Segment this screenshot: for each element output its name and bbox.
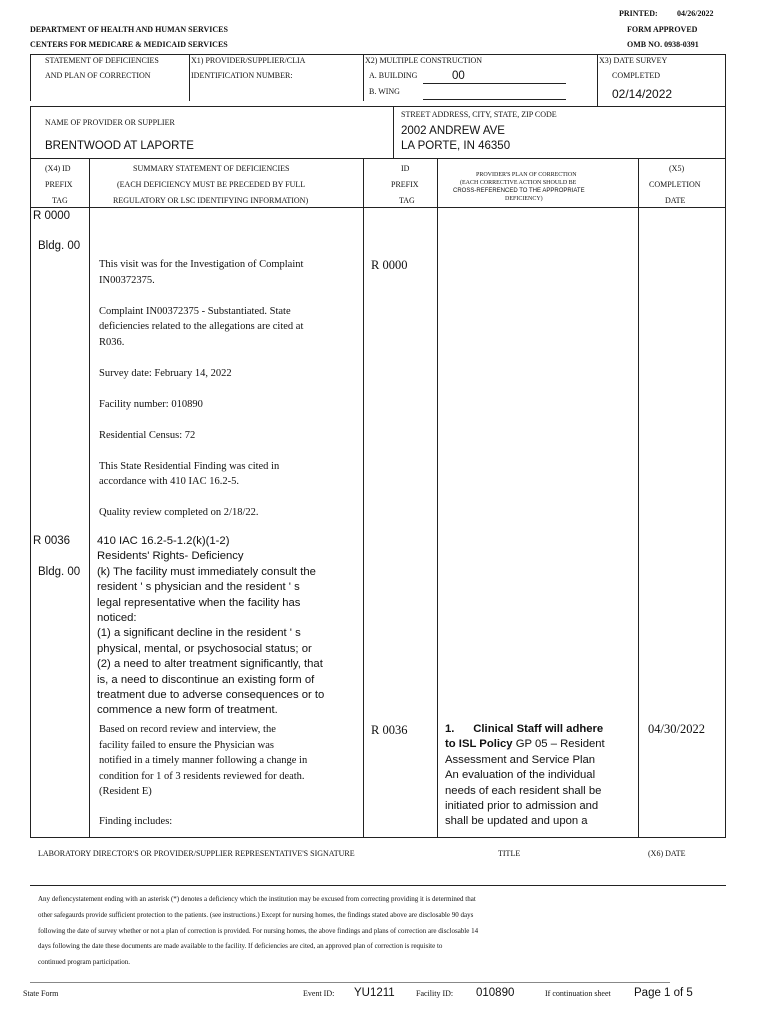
state-form-label: State Form <box>23 989 59 998</box>
plan-heading: 1. Clinical Staff will adhere <box>445 723 604 735</box>
plan-policy-prefix: to ISL Policy <box>445 738 513 751</box>
regulation-line: (2) a need to alter treatment significantly, that <box>97 658 323 671</box>
plan-line <box>445 737 635 752</box>
regulation-line: Residents' Rights- Deficiency <box>97 550 244 563</box>
city-state-zip: LA PORTE, IN 46350 <box>401 140 511 152</box>
regulation-line: treatment due to adverse consequences or to <box>97 689 325 702</box>
plan-of-correction-label: AND PLAN OF CORRECTION <box>45 71 151 80</box>
summary-header-3: REGULATORY OR LSC IDENTIFYING INFORMATION) <box>113 196 309 205</box>
director-signature-label: LABORATORY DIRECTOR'S OR PROVIDER/SUPPLIER REPRESENTATIVE'S SIGNATURE <box>38 849 355 858</box>
date-header: DATE <box>665 196 686 205</box>
summary-paragraph: Survey date: February 14, 2022 <box>99 367 232 379</box>
disclaimer-line: Any defiencystatement ending with an asterisk (*) denotes a deficiency which the institution may be excused from correcting providing it is determined that <box>38 895 476 903</box>
department-title: DEPARTMENT OF HEALTH AND HUMAN SERVICES <box>30 25 228 34</box>
printed-label: PRINTED: <box>619 9 658 18</box>
id-prefix-header: PREFIX <box>391 180 419 189</box>
survey-completed-date: 02/14/2022 <box>612 87 673 101</box>
provider-id-label: X1) PROVIDER/SUPPLIER/CLIA <box>191 56 306 65</box>
regulation-line: is, a need to discontinue an existing form of <box>97 673 315 686</box>
plan-line: initiated prior to admission and <box>445 800 599 813</box>
summary-paragraph: Facility number: 010890 <box>99 398 203 410</box>
title-label: TITLE <box>498 849 521 858</box>
plan-line: Assessment and Service Plan <box>445 753 596 766</box>
r0036-prefix-tag: R 0036 <box>33 535 71 547</box>
plan-header-2: (EACH CORRECTIVE ACTION SHOULD BE <box>460 180 577 186</box>
facility-id-label: Facility ID: <box>416 989 454 998</box>
plan-of-correction-text <box>445 722 635 830</box>
finding-line: condition for 1 of 3 residents reviewed for death. <box>99 770 305 782</box>
disclaimer-line: other safegaurds provide sufficient protection to the patients. (see instructions.) Except for nursing homes, the findings stated above are disclosable 90 days <box>38 911 474 919</box>
building-value: 00 <box>452 70 465 82</box>
r0036-regulation-text <box>97 534 359 719</box>
finding-includes: Finding includes: <box>99 816 173 827</box>
plan-header-3: CROSS-REFERENCED TO THE APPROPRIATE <box>453 188 585 194</box>
provider-name: BRENTWOOD AT LAPORTE <box>45 140 194 152</box>
r0000-id-tag: R 0000 <box>371 258 408 272</box>
building-label: A. BUILDING <box>369 71 418 80</box>
plan-policy-rest: GP 05 – Resident <box>512 738 605 751</box>
disclaimer-line: days following the date these documents are made available to the facility. If deficiencies are cited, an approved plan of correction is requisite to <box>38 942 443 950</box>
completion-date: 04/30/2022 <box>648 722 705 736</box>
street-address: 2002 ANDREW AVE <box>401 125 505 137</box>
regulation-line: physical, mental, or psychosocial status; or <box>97 642 312 655</box>
id-tag-header: TAG <box>399 196 415 205</box>
regulation-line: commence a new form of treatment. <box>97 704 278 717</box>
regulation-line: (k) The facility must immediately consult the <box>97 565 316 578</box>
continuation-label: If continuation sheet <box>545 989 611 998</box>
completed-label: COMPLETED <box>612 71 660 80</box>
plan-line: shall be updated and upon a <box>445 815 588 828</box>
summary-header-2: (EACH DEFICIENCY MUST BE PRECEDED BY FULL <box>117 180 306 189</box>
summary-paragraph: Complaint IN00372375 - Substantiated. State deficiencies related to the allegations are cited at R036. <box>99 305 304 348</box>
summary-paragraph: This State Residential Finding was cited in accordance with 410 IAC 16.2-5. <box>99 460 280 487</box>
regulation-line: 410 IAC 16.2-5-1.2(k)(1-2) <box>97 535 230 547</box>
regulation-line: noticed: <box>97 612 137 625</box>
r0000-building: Bldg. 00 <box>38 240 81 252</box>
x6-date-label: (X6) DATE <box>648 849 686 858</box>
event-id-label: Event ID: <box>303 989 335 998</box>
centers-title: CENTERS FOR MEDICARE & MEDICAID SERVICES <box>30 40 228 49</box>
r0000-prefix-tag: R 0000 <box>33 210 71 222</box>
disclaimer-line: following the date of survey whether or not a plan of correction is provided. For nursing homes, the above findings and plans of correction are disclosable 14 <box>38 927 479 935</box>
statement-label: STATEMENT OF DEFICIENCIES <box>45 56 159 65</box>
x5-header: (X5) <box>669 164 685 173</box>
form-approved: FORM APPROVED <box>627 25 698 34</box>
summary-paragraph: This visit was for the Investigation of Complaint IN00372375. <box>99 259 304 286</box>
disclaimer-line: continued program participation. <box>38 958 130 966</box>
r0000-summary <box>99 257 331 521</box>
x4-prefix-header: PREFIX <box>45 180 73 189</box>
regulation-line: resident ' s physician and the resident ' s <box>97 581 300 594</box>
x4-id-header: (X4) ID <box>45 164 71 173</box>
page-number: Page 1 of 5 <box>634 987 693 999</box>
x4-tag-header: TAG <box>52 196 68 205</box>
street-address-label: STREET ADDRESS, CITY, STATE, ZIP CODE <box>401 110 557 119</box>
finding-line: Based on record review and interview, the <box>99 724 276 735</box>
date-survey-label: X3) DATE SURVEY <box>599 56 668 65</box>
r0036-finding-text <box>99 722 361 800</box>
plan-line: An evaluation of the individual <box>445 769 596 782</box>
summary-paragraph: Residential Census: 72 <box>99 429 196 441</box>
facility-id-value: 010890 <box>476 987 515 999</box>
completion-header: COMPLETION <box>649 180 701 189</box>
finding-line: (Resident E) <box>99 786 152 797</box>
regulation-line: (1) a significant decline in the resident ' s <box>97 627 301 640</box>
regulation-line: legal representative when the facility has <box>97 596 301 609</box>
summary-paragraph: Quality review completed on 2/18/22. <box>99 507 259 518</box>
plan-header-4: DEFICIENCY) <box>505 196 543 202</box>
printed-date: 04/26/2022 <box>677 9 714 18</box>
id-header: ID <box>401 164 410 173</box>
event-id-value: YU1211 <box>354 987 395 999</box>
r0036-building: Bldg. 00 <box>38 566 81 578</box>
finding-line: facility failed to ensure the Physician was <box>99 739 274 751</box>
finding-line: notified in a timely manner following a change in <box>99 755 308 766</box>
omb-number: OMB NO. 0938-0391 <box>627 40 699 49</box>
provider-name-label: NAME OF PROVIDER OR SUPPLIER <box>45 118 175 127</box>
r0036-id-tag: R 0036 <box>371 723 408 737</box>
identification-number-label: IDENTIFICATION NUMBER: <box>191 71 293 80</box>
multiple-construction-label: X2) MULTIPLE CONSTRUCTION <box>365 56 483 65</box>
plan-line: needs of each resident shall be <box>445 784 602 797</box>
plan-header-1: PROVIDER'S PLAN OF CORRECTION <box>476 172 577 178</box>
wing-label: B. WING <box>369 87 400 96</box>
summary-header-1: SUMMARY STATEMENT OF DEFICIENCIES <box>133 164 290 173</box>
